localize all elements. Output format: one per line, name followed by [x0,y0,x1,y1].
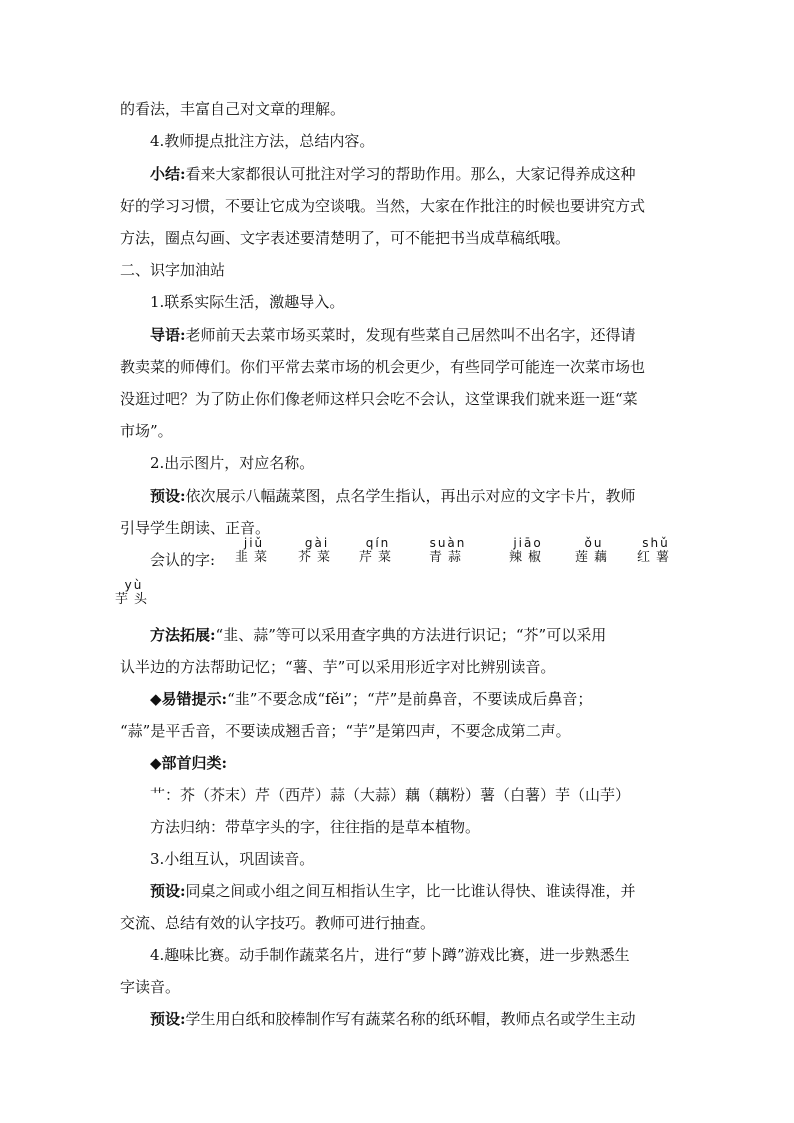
paragraph-line: 4.教师提点批注方法，总结内容。 [150,132,375,150]
vocab-item: yù 芋头 [114,578,153,607]
vocab-item: qín 芹菜 [358,536,397,565]
vocab-label: 会认的字: [150,551,216,569]
summary-label: 小结: [150,165,186,183]
intro-paragraph: 导语:老师前天去菜市场买菜时，发现有些菜自己居然叫不出名字，还得请 [150,326,636,344]
paragraph-line: 方法归纳：带草字头的字，往往指的是草本植物。 [150,818,481,836]
paragraph-line: 引导学生朗读、正音。 [120,519,271,537]
paragraph-line: 4.趣味比赛。动手制作蔬菜名片，进行“萝卜蹲”游戏比赛，进一步熟悉生 [150,946,630,964]
paragraph-line: 字读音。 [120,978,181,996]
preset-label: 预设: [150,487,186,505]
preset-paragraph: 预设:学生用白纸和胶棒制作写有蔬菜名称的纸环帽，教师点名或学生主动 [150,1010,636,1028]
error-tip-paragraph: ◆易错提示:“韭”不要念成“fěi”；“芹”是前鼻音，不要读成后鼻音； [150,690,593,708]
paragraph-line: 1.联系实际生活，激趣导入。 [150,293,345,311]
preset-paragraph: 预设:依次展示八幅蔬菜图，点名学生指认，再出示对应的文字卡片，教师 [150,487,636,505]
paragraph-line: 交流、总结有效的认字技巧。教师可进行抽查。 [120,914,436,932]
vocab-item: gài 芥菜 [297,536,336,565]
preset-label: 预设: [150,1010,186,1028]
vocab-item: jiāo 辣椒 [508,536,547,565]
paragraph-line: 好的学习习惯，不要让它成为空谈哦。当然，大家在作批注的时候也要讲究方式 [120,197,646,215]
vocab-item: suàn 青蒜 [428,536,467,565]
paragraph-line: 2.出示图片，对应名称。 [150,454,315,472]
section-heading: 二、识字加油站 [120,261,226,279]
vocab-item: shǔ 红薯 [636,536,675,565]
paragraph-line: “蒜”是平舌音，不要读成翘舌音；“芋”是第四声，不要念成第二声。 [120,722,571,740]
paragraph-line: 方法，圈点勾画、文字表述要清楚明了，可不能把书当成草稿纸哦。 [120,229,571,247]
method-label: 方法拓展: [150,626,216,644]
radical-heading: ◆部首归类: [150,754,228,772]
intro-label: 导语: [150,326,186,344]
paragraph-line: 的看法，丰富自己对文章的理解。 [120,100,346,118]
paragraph-line: 教卖菜的师傅们。你们平常去菜市场的机会更少，有些同学可能连一次菜市场也 [120,358,646,376]
paragraph-line: 3.小组互认，巩固读音。 [150,850,315,868]
method-paragraph: 方法拓展:“韭、蒜”等可以采用查字典的方法进行识记；“芥”可以采用 [150,626,607,644]
vocab-item: ǒu 莲藕 [574,536,613,565]
preset-paragraph: 预设:同桌之间或小组之间互相指认生字，比一比谁认得快、谁读得准，并 [150,882,636,900]
paragraph-line: 没逛过吧？为了防止你们像老师这样只会吃不会认，这堂课我们就来逛一逛“菜 [120,390,638,408]
summary-paragraph: 小结:看来大家都很认可批注对学习的帮助作用。那么，大家记得养成这种 [150,165,636,183]
error-tip-label: ◆易错提示: [150,690,228,708]
paragraph-line: 认半边的方法帮助记忆；“薯、芋”可以采用形近字对比辨别读音。 [120,658,556,676]
vocab-item: jiǔ 韭菜 [234,536,273,565]
preset-label: 预设: [150,882,186,900]
radical-list: 艹：芥（芥末）芹（西芹）蒜（大蒜）藕（藕粉）薯（白薯）芋（山芋） [150,786,631,804]
paragraph-line: 市场”。 [120,422,173,440]
